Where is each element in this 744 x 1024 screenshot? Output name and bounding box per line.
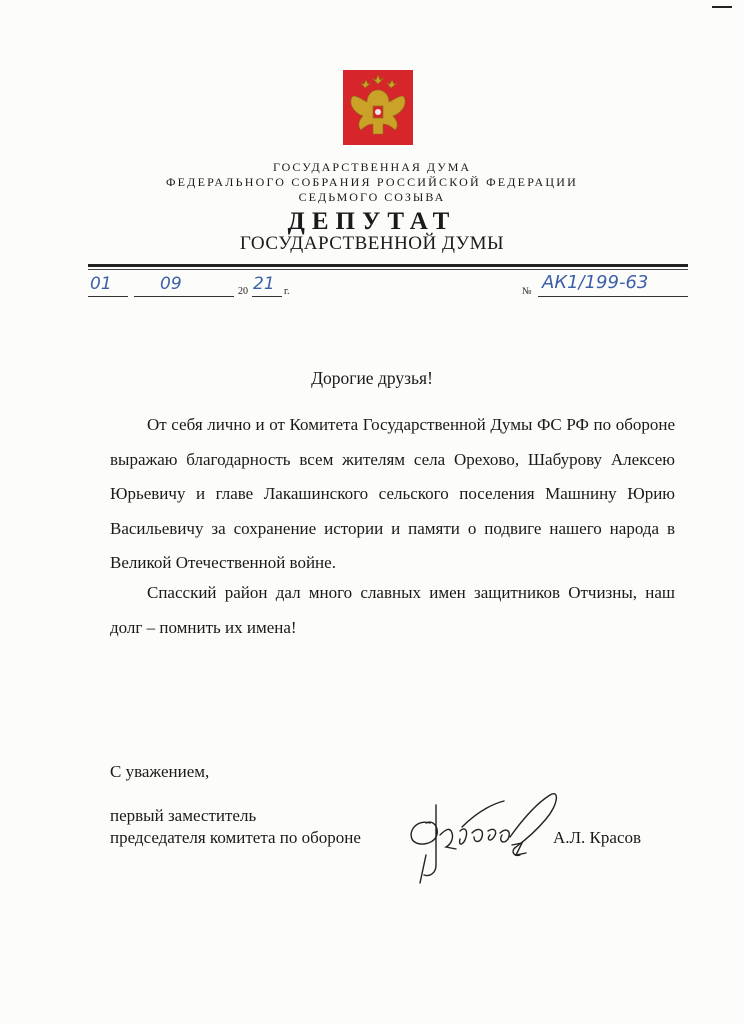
closing: С уважением, <box>110 762 210 781</box>
date-month: 09 <box>160 274 182 294</box>
corner-mark <box>712 6 732 8</box>
position-line-1: первый заместитель <box>110 806 257 825</box>
date-year: 21 <box>253 274 275 294</box>
month-line <box>134 296 234 297</box>
date-day: 01 <box>90 274 112 294</box>
coat-of-arms-icon <box>343 70 413 145</box>
title-deputy: ДЕПУТАТ <box>287 208 457 235</box>
greeting: Дорогие друзья! <box>311 368 433 388</box>
year-abbr: г. <box>284 286 290 297</box>
paragraph-2: Спасский район дал много славных имен защитников Отчизны, наш долг – помнить их имена! <box>110 583 675 637</box>
title-duma: ГОСУДАРСТВЕННОЙ ДУМЫ <box>239 233 505 254</box>
doc-number: АК1/199-63 <box>542 272 649 293</box>
signature <box>400 775 560 890</box>
position-line-2: председателя комитета по обороне <box>110 828 361 847</box>
header-rule-thin <box>88 269 688 270</box>
year-prefix: 20 <box>238 286 248 297</box>
day-line <box>88 296 128 297</box>
org-line-2: ФЕДЕРАЛЬНОГО СОБРАНИЯ РОССИЙСКОЙ ФЕДЕРАЦИИ <box>165 175 579 189</box>
header-rule-thick <box>88 264 688 267</box>
signatory-name: А.Л. Красов <box>553 828 642 847</box>
org-line-3: СЕДЬМОГО СОЗЫВА <box>298 190 446 204</box>
org-line-1: ГОСУДАРСТВЕННАЯ ДУМА <box>272 160 472 174</box>
number-label: № <box>522 286 532 297</box>
number-line <box>538 296 688 297</box>
year-line <box>252 296 282 297</box>
paragraph-1: От себя лично и от Комитета Государственной Думы ФС РФ по обороне выражаю благодарность всем жителям села Орехово, Шабурову Алексею Юрьевичу и главе Лакашинского сельского поселения Машнину Юрию Васильевичу за сохранение истории и памяти о подвиге нашего народа в Великой Отечественной войне. <box>110 415 675 572</box>
